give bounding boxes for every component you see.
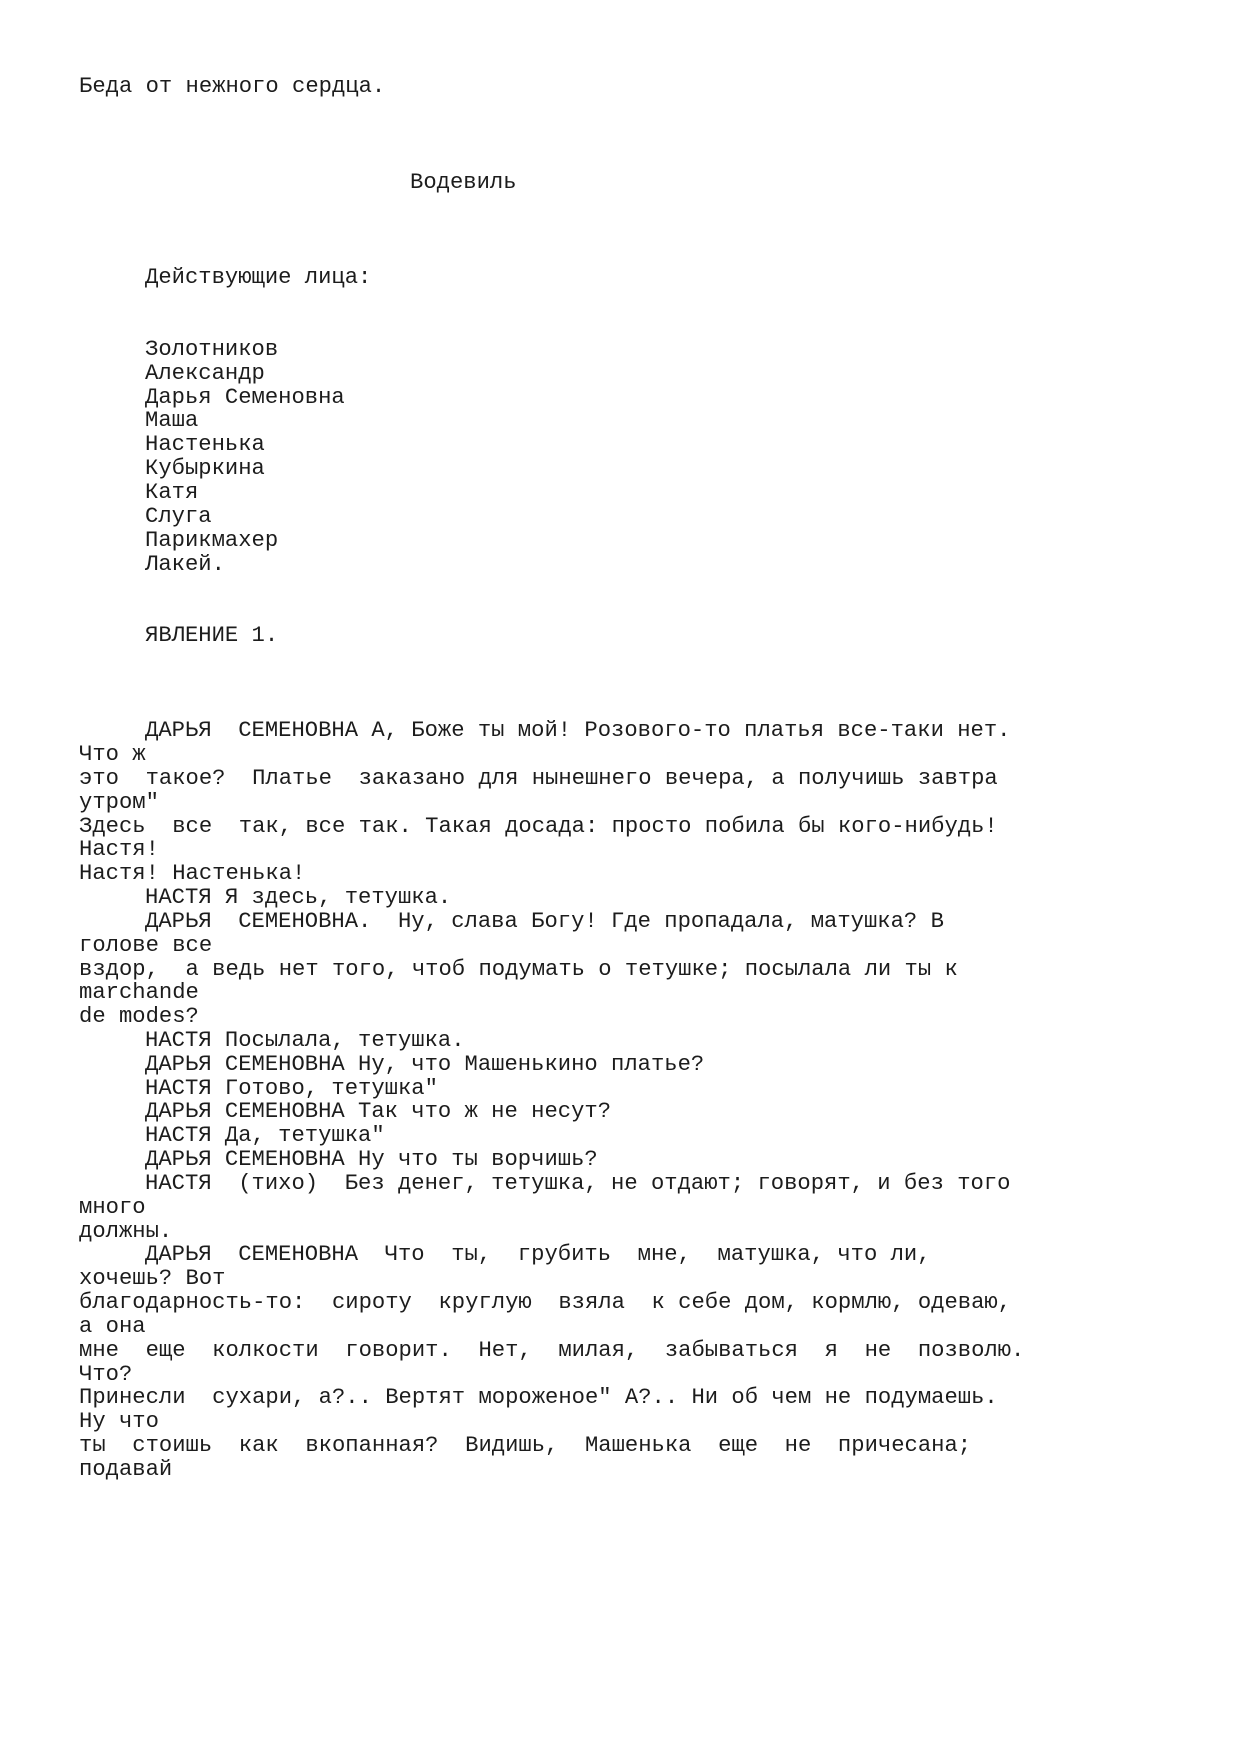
text-line: Что ж [79, 742, 146, 767]
text-line: мне еще колкости говорит. Нет, милая, забываться я не позволю. [79, 1338, 1025, 1363]
text-line: много [79, 1195, 146, 1220]
cast-item: Кубыркина [145, 456, 265, 481]
text-line: а она [79, 1314, 146, 1339]
cast-item: Маша [145, 408, 199, 433]
text-line: ДАРЬЯ СЕМЕНОВНА А, Боже ты мой! Розового-то платья все-таки нет. [145, 718, 1011, 743]
text-line: подавай [79, 1457, 173, 1482]
text-line: благодарность-то: сироту круглую взяла к себе дом, кормлю, одеваю, [79, 1290, 1012, 1315]
text-line: Настя! [79, 837, 159, 862]
text-line: ДАРЬЯ СЕМЕНОВНА. Ну, слава Богу! Где пропадала, матушка? В [145, 909, 944, 934]
text-line: ДАРЬЯ СЕМЕНОВНА Ну что ты ворчишь? [145, 1147, 598, 1172]
cast-item: Настенька [145, 432, 265, 457]
text-line: ДАРЬЯ СЕМЕНОВНА Так что ж не несут? [145, 1099, 612, 1124]
text-line: Ну что [79, 1409, 159, 1434]
text-line: это такое? Платье заказано для нынешнего вечера, а получишь завтра [79, 766, 998, 791]
cast-heading: Действующие лица: [145, 265, 372, 290]
text-line: Настя! Настенька! [79, 861, 306, 886]
text-line: marchande [79, 980, 199, 1005]
cast-item: Слуга [145, 504, 212, 529]
text-line: ДАРЬЯ СЕМЕНОВНА Что ты, грубить мне, матушка, что ли, [145, 1242, 931, 1267]
cast-item: Лакей. [145, 552, 225, 577]
text-line: ты стоишь как вкопанная? Видишь, Машенька еще не причесана; [79, 1433, 972, 1458]
text-line: Что? [79, 1362, 133, 1387]
text-line: утром" [79, 790, 159, 815]
text-line: Здесь все так, все так. Такая досада: просто побила бы кого-нибудь! [79, 814, 998, 839]
text-line: НАСТЯ Посылала, тетушка. [145, 1028, 465, 1053]
scene-heading: ЯВЛЕНИЕ 1. [145, 623, 279, 648]
text-line: вздор, а ведь нет того, чтоб подумать о тетушке; посылала ли ты к [79, 957, 958, 982]
cast-item: Александр [145, 361, 265, 386]
cast-item: Катя [145, 480, 199, 505]
text-line: Принесли сухари, а?.. Вертят мороженое" А?.. Ни об чем не подумаешь. [79, 1385, 998, 1410]
cast-item: Дарья Семеновна [145, 385, 345, 410]
text-line: голове все [79, 933, 213, 958]
text-line: НАСТЯ Готово, тетушка" [145, 1076, 438, 1101]
text-line: ДАРЬЯ СЕМЕНОВНА Ну, что Машенькино платье? [145, 1052, 705, 1077]
text-line: НАСТЯ Я здесь, тетушка. [145, 885, 452, 910]
text-line: de modes? [79, 1004, 199, 1029]
text-line: НАСТЯ (тихо) Без денег, тетушка, не отдают; говорят, и без того [145, 1171, 1011, 1196]
cast-item: Золотников [145, 337, 279, 362]
cast-item: Парикмахер [145, 528, 279, 553]
text-line: должны. [79, 1219, 173, 1244]
text-line: хочешь? Вот [79, 1266, 226, 1291]
genre-subtitle: Водевиль [410, 170, 517, 195]
text-line: НАСТЯ Да, тетушка" [145, 1123, 385, 1148]
document-title: Беда от нежного сердца. [79, 74, 386, 99]
